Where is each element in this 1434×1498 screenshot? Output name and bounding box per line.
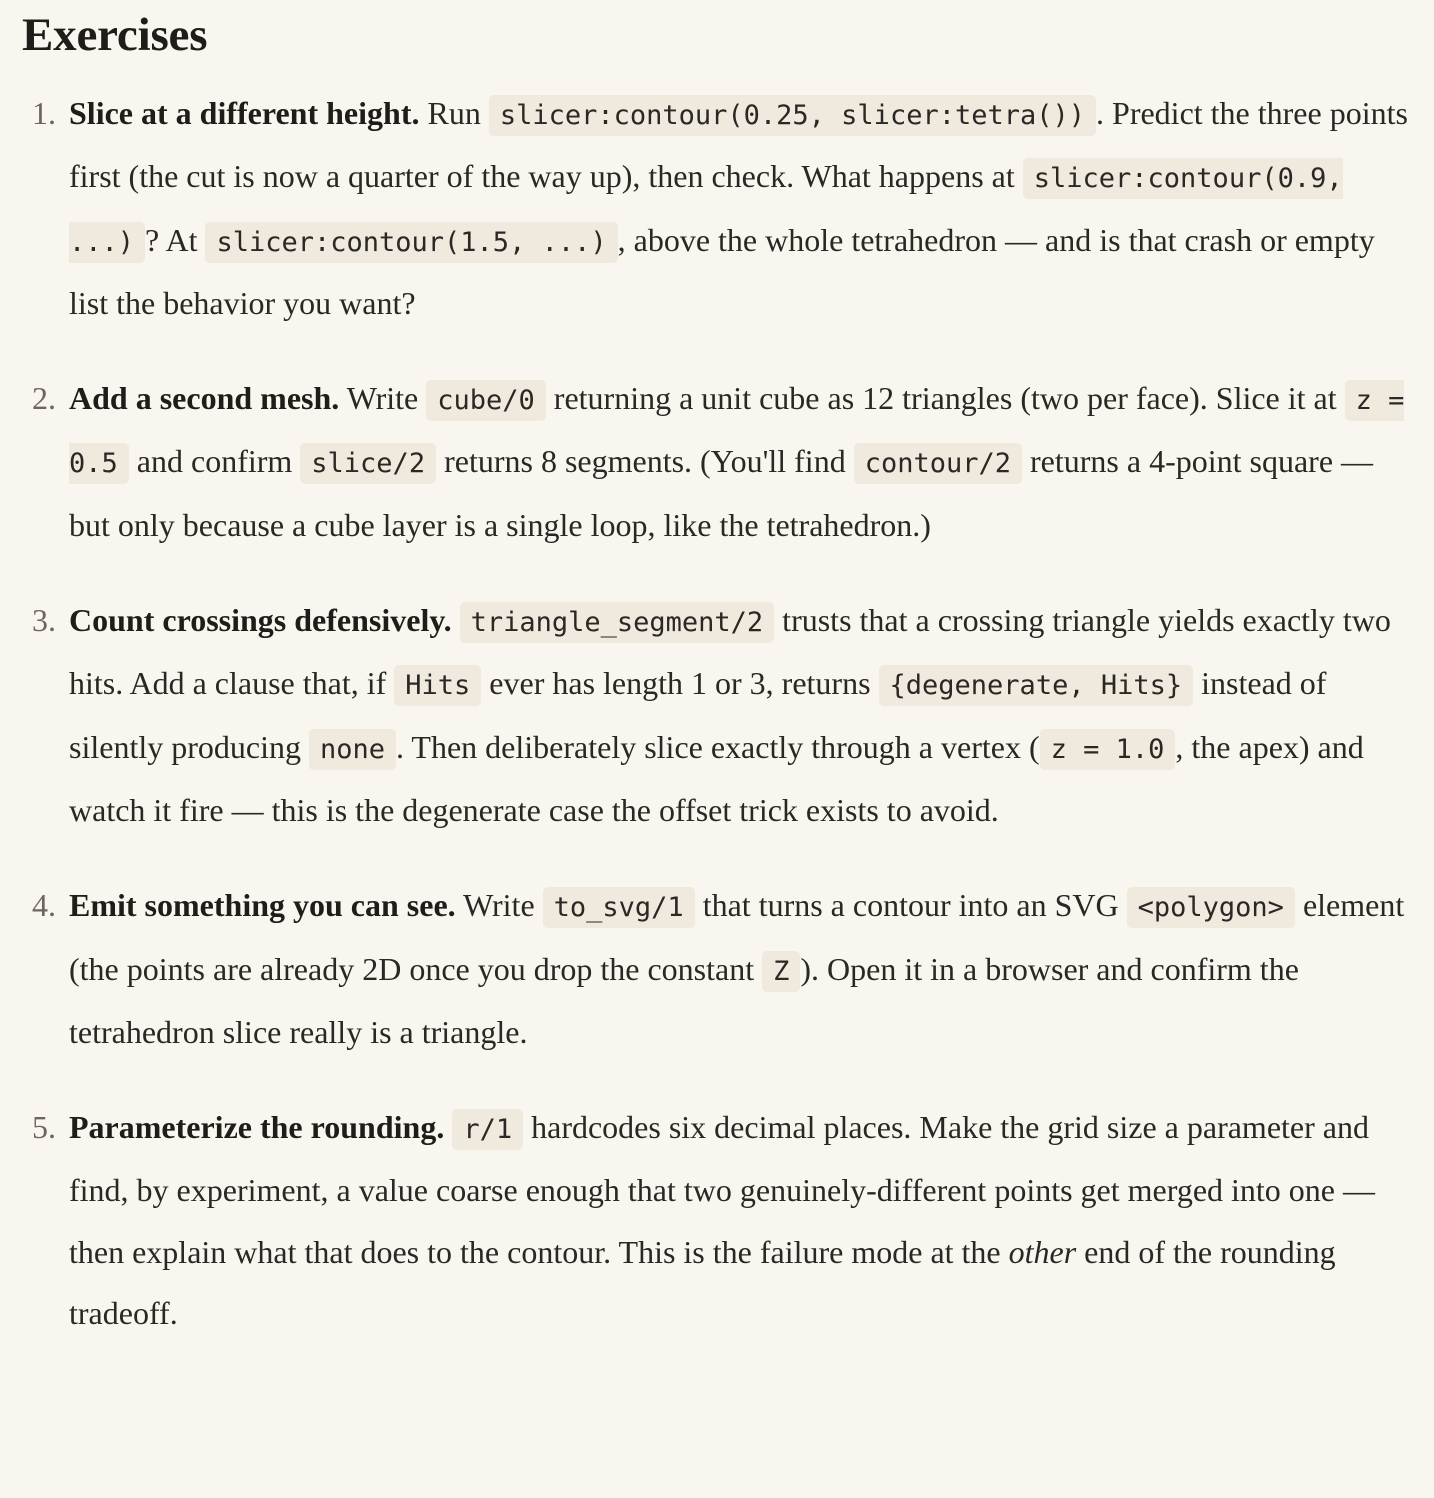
inline-code: r/1: [452, 1109, 523, 1150]
inline-code: slicer:contour(0.25, slicer:tetra()): [489, 95, 1096, 136]
emphasis-text: other: [1008, 1233, 1077, 1270]
exercise-list: [22, 83, 1410, 1344]
item-lead: Emit something you can see.: [69, 887, 456, 924]
item-text: hardcodes six decimal places. Make the grid size a parameter and find, by experiment, a value coarse enough that two genuinely-different points get merged into one — then explain what that does to the contour. This is the failure mode at the: [69, 1109, 1375, 1270]
item-number: 4.: [32, 887, 56, 924]
item-text: [452, 602, 460, 638]
inline-code: to_svg/1: [543, 887, 695, 928]
inline-code: {degenerate, Hits}: [879, 665, 1194, 706]
item-text: , above the whole tetrahedron — and is that crash or empty list the behavior you want?: [69, 221, 1375, 321]
section-title: Exercises: [22, 9, 208, 61]
item-text: end of the rounding tradeoff.: [69, 1233, 1336, 1332]
item-text: instead of silently producing: [69, 665, 1327, 765]
item-text: returns a 4-point square — but only because a cube layer is a single loop, like the tetrahedron.): [69, 443, 1374, 543]
item-lead: Count crossings defensively.: [69, 602, 452, 639]
item-lead: Parameterize the rounding.: [69, 1109, 445, 1146]
item-text: element (the points are already 2D once you drop the constant: [69, 887, 1405, 987]
item-text: trusts that a crossing triangle yields exactly two hits. Add a clause that, if: [69, 602, 1391, 702]
exercise-item-5: [22, 1097, 1410, 1344]
item-lead: Slice at a different height.: [69, 95, 420, 131]
item-text: Write: [455, 887, 543, 924]
inline-code: Hits: [394, 665, 481, 706]
exercise-item-1: [22, 83, 1410, 334]
item-text: . Then deliberately slice exactly through a vertex (: [396, 728, 1040, 765]
inline-code: none: [309, 729, 396, 770]
item-lead: Add a second mesh.: [69, 380, 340, 417]
item-text: Write: [339, 380, 427, 417]
inline-code: slice/2: [300, 443, 436, 484]
exercise-item-2: [22, 368, 1410, 556]
exercise-item-3: [22, 590, 1410, 841]
item-text: and confirm: [128, 443, 301, 480]
inline-code: <polygon>: [1127, 887, 1295, 928]
item-text: that turns a contour into an SVG: [694, 887, 1127, 924]
inline-code: slicer:contour(0.9, ...): [69, 158, 1343, 262]
item-number: 3.: [32, 602, 56, 639]
inline-code: z = 1.0: [1040, 729, 1176, 770]
item-text: . Predict the three points first (the cut is now a quarter of the way up), then check. What happens at: [69, 95, 1408, 195]
item-text: returning a unit cube as 12 triangles (two per face). Slice it at: [545, 380, 1345, 417]
inline-code: slicer:contour(1.5, ...): [205, 222, 617, 263]
inline-code: Z: [762, 951, 800, 992]
item-text: Run: [419, 95, 489, 131]
item-text: , the apex) and watch it fire — this is the degenerate case the offset trick exists to avoid.: [69, 728, 1364, 828]
item-number: 5.: [32, 1109, 56, 1146]
item-text: ever has length 1 or 3, returns: [481, 665, 879, 702]
item-number: 1.: [32, 95, 56, 131]
inline-code: cube/0: [426, 380, 546, 421]
item-number: 2.: [32, 380, 56, 417]
item-text: ). Open it in a browser and confirm the tetrahedron slice really is a triangle.: [69, 950, 1299, 1050]
inline-code: z = 0.5: [69, 380, 1404, 484]
inline-code: triangle_segment/2: [460, 602, 775, 643]
inline-code: contour/2: [854, 443, 1022, 484]
item-text: returns 8 segments. (You'll find: [436, 443, 854, 480]
exercise-item-4: [22, 875, 1410, 1063]
item-text: ? At: [145, 221, 206, 258]
